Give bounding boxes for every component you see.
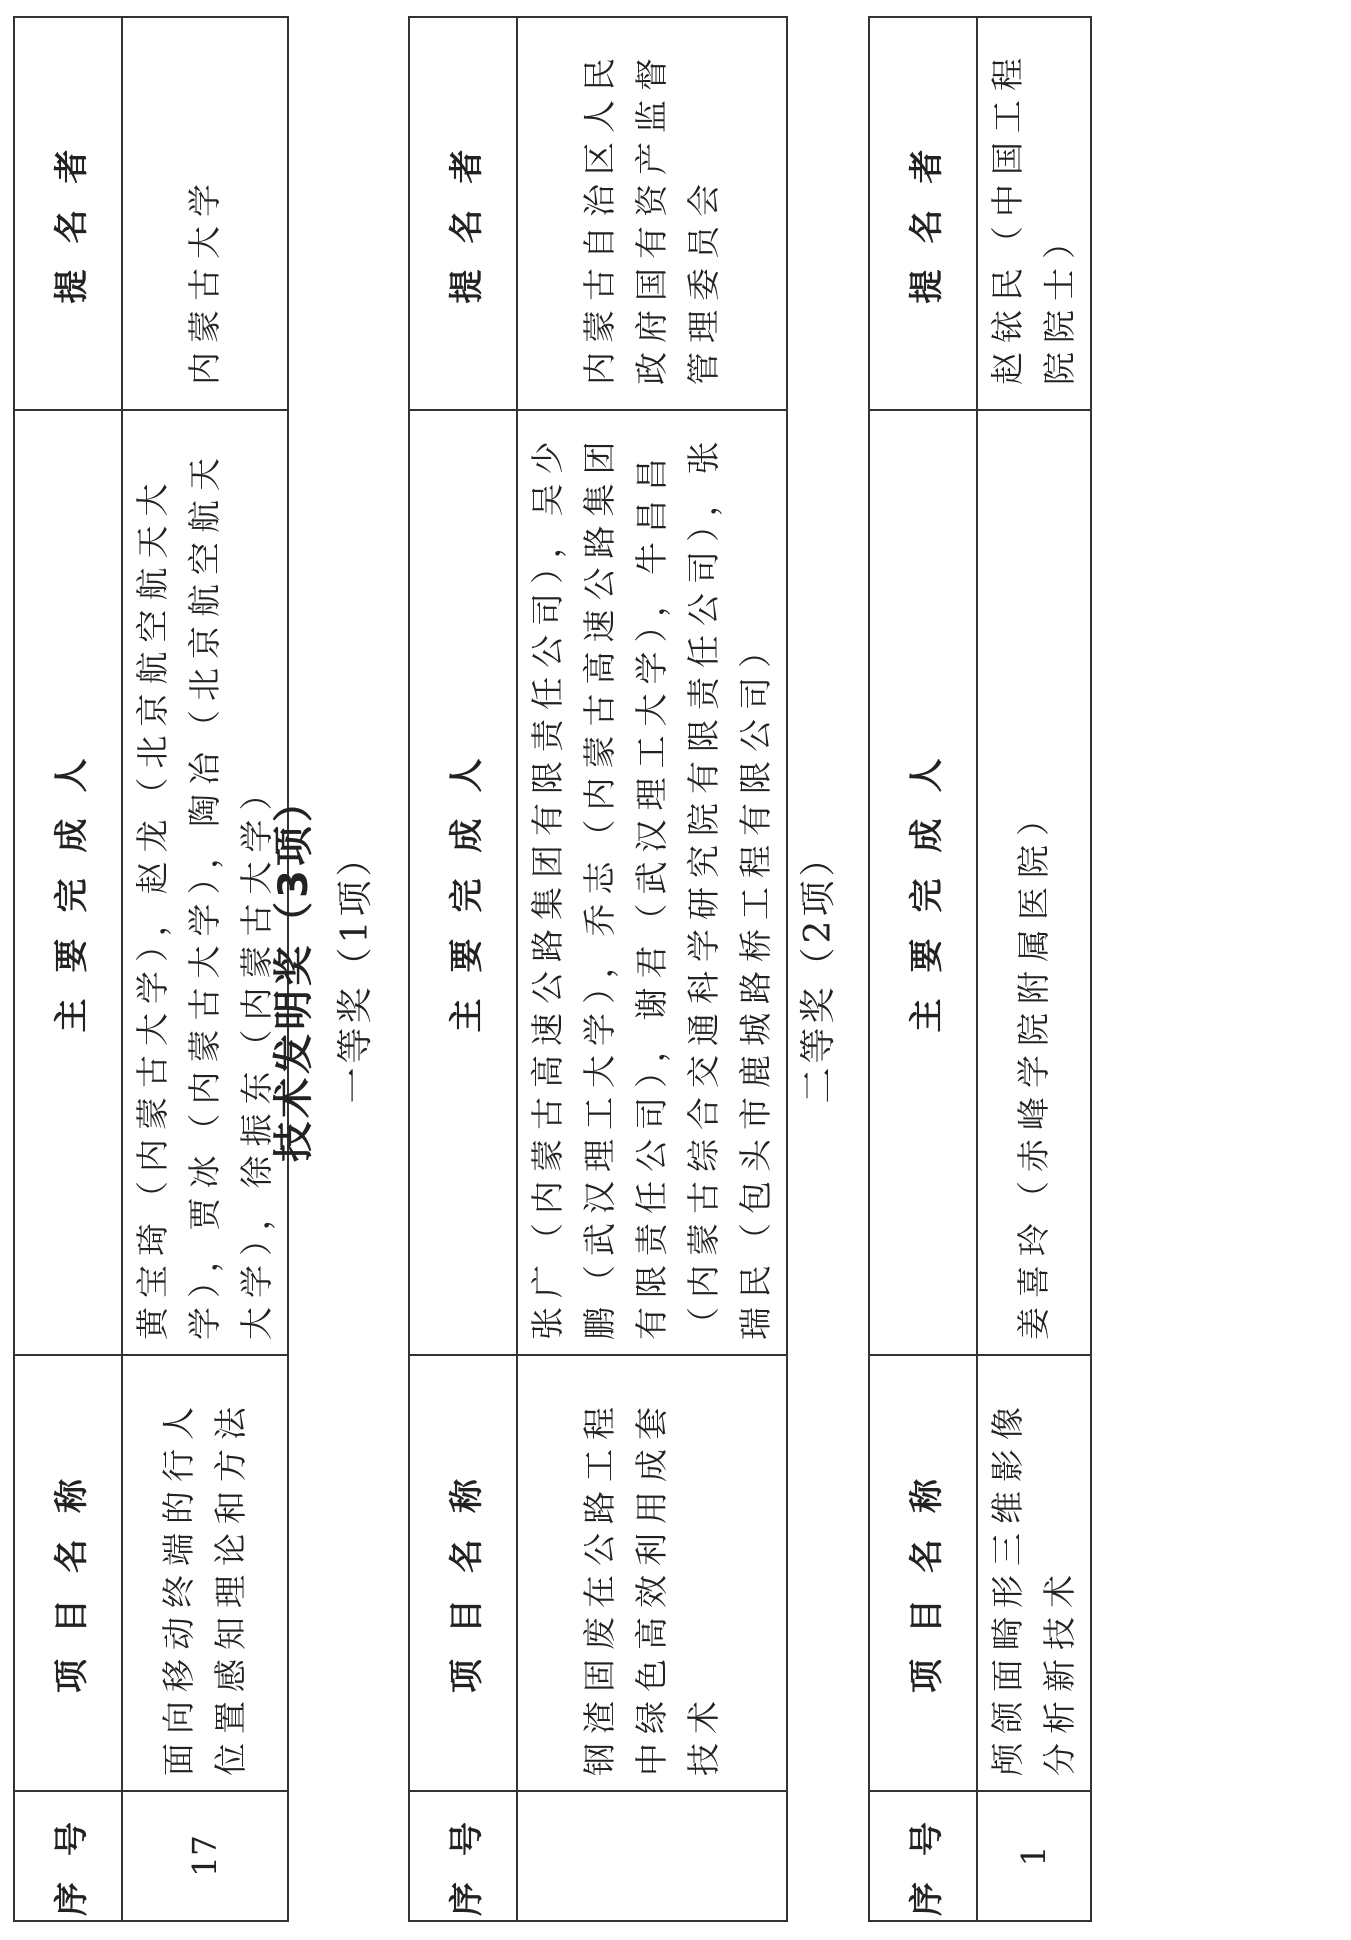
row-contributors: 张广（内蒙古高速公路集团有限责任公司），吴少鹏（武汉理工大学），乔志（内蒙古高速公路集团有限责任公司），谢君（武汉理工大学），牛昌昌（内蒙古综合交通科学研究院有限责任公司），张瑞民（包头市鹿城路桥工程有限公司） (517, 410, 787, 1355)
row-project: 颅颌面畸形三维影像分析新技术 (977, 1355, 1091, 1791)
header-project: 项目名称 (869, 1355, 977, 1791)
row-contributors: 黄宝琦（内蒙古大学），赵龙（北京航空航天大学），贾冰（内蒙古大学），陶冶（北京航空航天大学），徐振东（内蒙古大学） (122, 410, 288, 1355)
row-seq (517, 1791, 787, 1921)
row-contributors: 姜喜玲（赤峰学院附属医院） (977, 410, 1091, 1355)
row-seq: 17 (122, 1791, 288, 1921)
header-contributors: 主要完成人 (869, 410, 977, 1355)
header-nominator: 提名者 (869, 17, 977, 410)
header-contributors: 主要完成人 (14, 410, 122, 1355)
row-project: 钢渣固废在公路工程中绿色高效利用成套技术 (517, 1355, 787, 1791)
section-title: 技术发明奖（3项） (271, 778, 317, 1162)
header-contributors: 主要完成人 (409, 410, 517, 1355)
row-nominator: 赵铱民（中国工程院院士） (977, 17, 1091, 410)
row-project: 面向移动终端的行人位置感知理论和方法 (122, 1355, 288, 1791)
header-nominator: 提名者 (409, 17, 517, 410)
row-nominator: 内蒙古自治区人民政府国有资产监督管理委员会 (517, 17, 787, 410)
header-nominator: 提名者 (14, 17, 122, 410)
second-prize-heading: 二等奖（2项） (798, 836, 839, 1104)
header-seq: 序号 (409, 1791, 517, 1921)
award-table-1 (13, 16, 289, 1922)
row-nominator: 内蒙古大学 (122, 17, 288, 410)
award-table-3 (868, 16, 1092, 1922)
header-seq: 序号 (869, 1791, 977, 1921)
header-project: 项目名称 (14, 1355, 122, 1791)
header-seq: 序号 (14, 1791, 122, 1921)
row-seq: 1 (977, 1791, 1091, 1921)
header-project: 项目名称 (409, 1355, 517, 1791)
first-prize-heading: 一等奖（1项） (335, 836, 376, 1104)
award-table-2 (408, 16, 788, 1922)
